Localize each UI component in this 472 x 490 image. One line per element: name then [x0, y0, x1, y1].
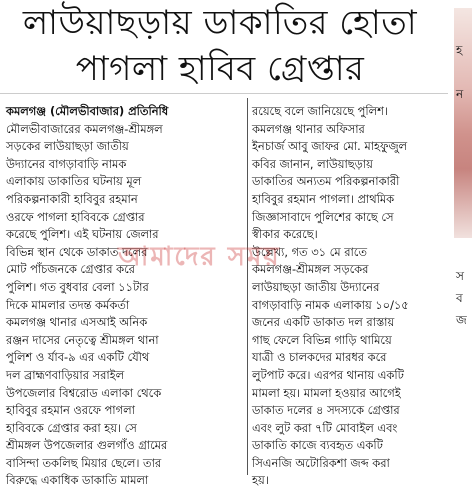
adjacent-article-edge [454, 0, 472, 475]
text-line: ডাকাতি কাজে ব্যবহৃত একটি [252, 438, 383, 453]
text-line: বাগড়াবাড়ি নামক এলাকায় ১০/১৫ [252, 297, 409, 312]
text-line: মোট পাঁচজনকে গ্রেপ্তার করে [6, 262, 135, 277]
headline [0, 0, 440, 92]
text-line: হয়। [252, 473, 269, 488]
text-line: সিএনজি অটোরিকশা জব্দ করা [252, 455, 390, 470]
text-line: সড়কের লাউয়াছড়া জাতীয় [6, 139, 129, 154]
text-line: এলাকায় ডাকাতির ঘটনায় মূল [6, 174, 142, 189]
adjacent-text-fragment: হ [456, 43, 463, 57]
text-line: বিরুদ্ধে একাধিক ডাকাতি মামলা [6, 473, 149, 488]
text-line: যাত্রী ও চালকদের মারধর করে [252, 350, 387, 365]
text-line: উপজেলার বিশ্বরোড এলাকা থেকে [6, 385, 162, 400]
text-line: ডাকাত দলের ৪ সদস্যকে গ্রেপ্তার [252, 403, 400, 418]
adjacent-text-fragment: স [456, 269, 464, 283]
text-line: হাবিবুর রহমান ওরফে পাগলা [6, 403, 135, 418]
text-line: কমলগঞ্জ থানার এসআই অনিক [6, 315, 148, 330]
text-line: লাউয়াছড়া জাতীয় উদ্যানের [252, 279, 380, 294]
text-line: দল ব্রাহ্মণবাড়িয়ার সরাইল [6, 367, 125, 382]
text-line: ইনচার্জ আবু জাফর মো. মাহফুজুল [252, 139, 408, 154]
text-line: মামলা হয়। মামলা হওয়ার আগেই [252, 385, 401, 400]
headline-separator [0, 93, 448, 94]
adjacent-text-fragment: জ [456, 313, 467, 327]
text-line: কবির জানান, লাউয়াছড়ায় [252, 156, 373, 171]
article-column-middle [252, 103, 448, 488]
text-line: বাসিন্দা তকলিছ মিয়ার ছেলে। তার [6, 455, 162, 470]
adjacent-text-fragment: ন [456, 87, 464, 101]
text-line: লুটপাট করে। এরপর থানায় একটি [252, 367, 404, 382]
article-column-left [6, 103, 244, 488]
text-line: বিভিন্ন স্থান থেকে ডাকাত দলের [6, 244, 148, 259]
text-line: গাছ ফেলে বিভিন্ন গাড়ি থামিয়ে [252, 332, 392, 347]
text-line: করেছে পুলিশ। এই ঘটনায় জেলার [6, 227, 159, 242]
text-line: উল্লেখ্য, গত ৩১ মে রাতে [252, 244, 367, 259]
text-line: ওরফে পাগলা হাবিবকে গ্রেপ্তার [6, 209, 145, 224]
byline: কমলগঞ্জ (মৌলভীবাজার) প্রতিনিধি [6, 104, 169, 118]
text-line: হাবিবুর রহমান পাগলা। প্রাথমিক [252, 191, 395, 206]
text-line: রঞ্জন দাসের নেতৃত্বে শ্রীমঙ্গল থানা [6, 332, 159, 347]
headline-line-1: লাউয়াছড়ায় ডাকাতির হোতা [22, 3, 418, 43]
text-line: জনের একটি ডাকাত দল রাস্তায় [252, 315, 395, 330]
watermark-text: আমাদের সময় [118, 242, 281, 272]
text-line: দিকে মামলার তদন্ত কর্মকর্তা [6, 297, 130, 312]
adjacent-text-fragment: ব [456, 291, 463, 305]
text-line: কমলগঞ্জ-শ্রীমঙ্গল সড়কের [252, 262, 369, 277]
text-line: ডাকাতির অন্যতম পরিকল্পনাকারী [252, 174, 400, 189]
text-line: পুলিশ। গত বুধবার বেলা ১১টার [6, 279, 149, 294]
text-line: মৌলভীবাজারের কমলগঞ্জ-শ্রীমঙ্গল [6, 121, 163, 136]
text-line: স্বীকার করেছে। [252, 227, 318, 242]
text-line: পরিকল্পনাকারী হাবিবুর রহমান [6, 191, 138, 206]
column-divider [247, 98, 248, 475]
headline-line-2: পাগলা হাবিব গ্রেপ্তার [75, 49, 365, 89]
text-line: এবং লুট করা ৭টি মোবাইল এবং [252, 420, 398, 435]
text-line: জিজ্ঞাসাবাদে পুলিশের কাছে সে [252, 209, 394, 224]
text-line: পুলিশ ও র্যাব-৯ এর একটি যৌথ [6, 350, 150, 365]
text-line: রয়েছে বলে জানিয়েছে পুলিশ। [252, 104, 388, 118]
text-line: শ্রীমঙ্গল উপজেলার গুলগাঁও গ্রামের [6, 438, 168, 453]
text-line: কমলগঞ্জ থানার অফিসার [252, 121, 365, 136]
text-line: হাবিবকে গ্রেপ্তার করা হয়। সে [6, 420, 137, 435]
text-line: উদ্যানের বাগড়াবাড়ি নামক [6, 156, 127, 171]
